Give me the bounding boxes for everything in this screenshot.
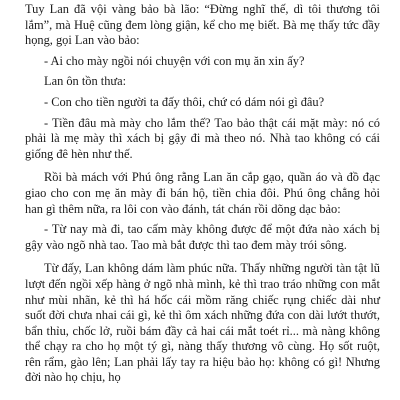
paragraph-8: Từ đấy, Lan không dám làm phúc nữa. Thấy những người tàn tật lũ lượt đến ngồi xếp hàng ở ngõ nhà mình, kẻ thì trao tráo những con mắt như mùi nhãn, kẻ thì há hốc cái mồm răng chiếc rụng chiếc dài như suốt đời chưa nhai cái gì, kẻ thì ôm xách những đứa con dài lướt thướt, bẩn thỉu, chốc lở, ruồi bám đầy cả hai cái mắt toét rỉ... mà nàng không thể chạy ra cho họ một tý gì, nàng thấy thương vô cùng. Họ sốt ruột, rên rẩm, gào lên; Lan phải lấy tay ra hiệu bảo họ: không có gì! Nhưng đời nào họ chịu, họ xyxy=(25,261,380,385)
paragraph-6: Rồi bà mách với Phú ông rằng Lan ăn cắp gạo, quần áo và đồ đạc giao cho con mẹ ăn mày đi bán hộ, tiền chia đôi. Phú ông chẳng hỏi han gì thêm nữa, ra lôi con vào đánh, tát chán rồi dõng dạc bảo: xyxy=(25,170,380,216)
paragraph-2: - Ai cho mày ngồi nói chuyện với con mụ ăn xin ấy? xyxy=(44,53,305,68)
paragraph-3: Lan ôn tồn thưa: xyxy=(44,74,127,89)
paragraph-5: - Tiền đâu mà mày cho lắm thế? Tao bảo thật cái mặt mày: nó có phải là mẹ mày thì xách bị gậy đi mà theo nó. Nhà tao không có cái giống đê hèn như thế. xyxy=(25,115,380,161)
paragraph-4: - Con cho tiền người ta đấy thôi, chứ có dám nói gì đâu? xyxy=(44,94,325,109)
paragraph-1: Tuy Lan đã vội vàng bảo bà lão: “Đừng nghĩ thế, dì tôi thương tôi lắm”, mà Huệ cũng đem lòng giận, kể cho mẹ biết. Bà mẹ thấy tức đầy họng, gọi Lan vào bảo: xyxy=(25,2,380,48)
paragraph-7: - Từ nay mà đi, tao cấm mày không được để một đứa nào xách bị gậy vào ngõ nhà tao. Tao mà bắt được thì tao đem mày trói sông. xyxy=(25,222,380,252)
